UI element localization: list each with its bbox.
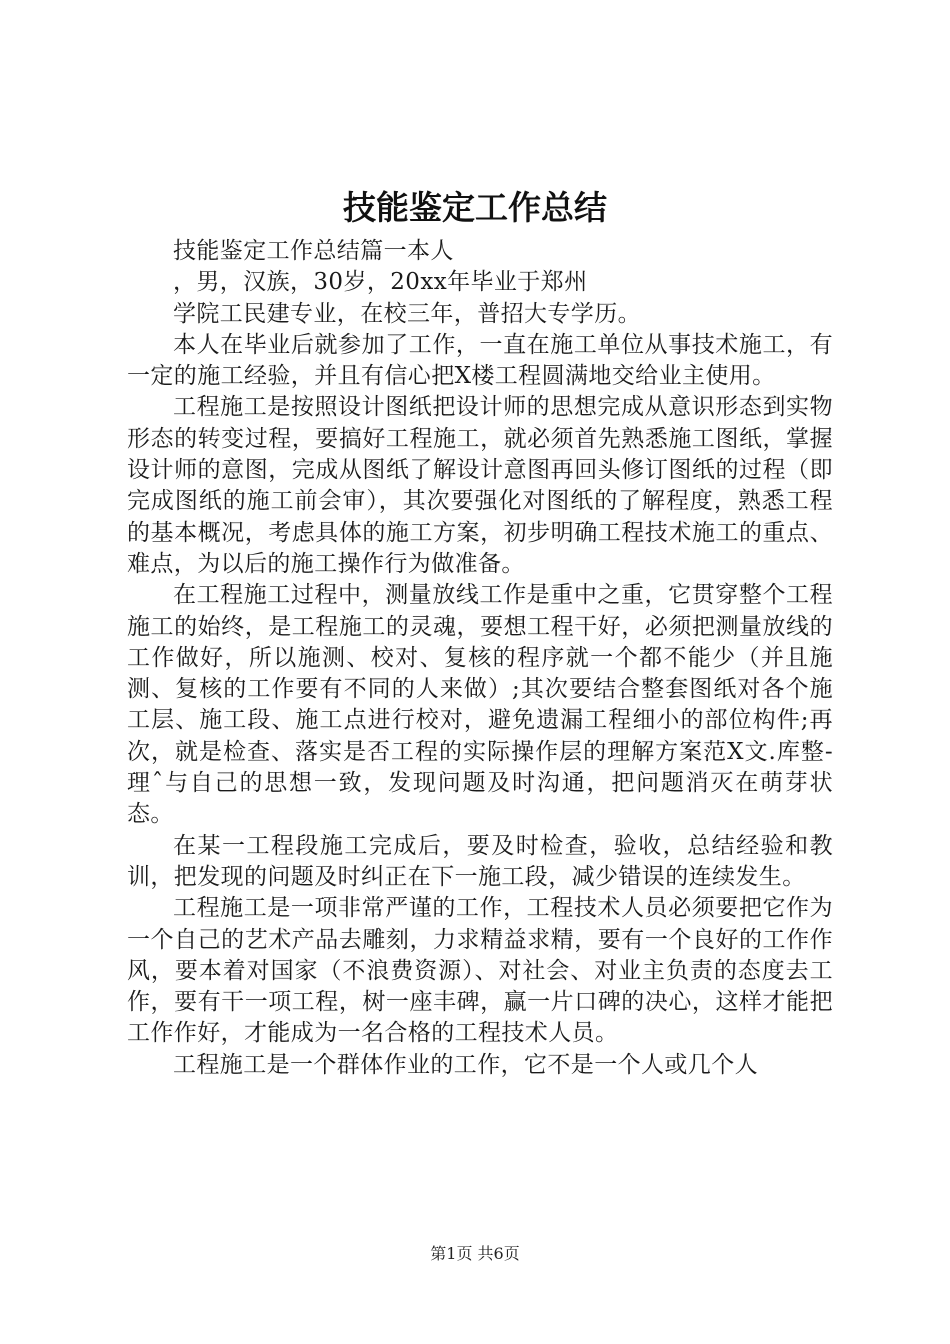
paragraph: 工程施工是一项非常严谨的工作，工程技术人员必须要把它作为一个自己的艺术产品去雕刻，力求精益求精，要有一个良好的工作作风，要本着对国家（不浪费资源）、对社会、对业主负责的态度去工作，要有干一项工程，树一座丰碑，赢一片口碑的决心，这样才能把工作作好，才能成为一名合格的工程技术人员。	[127, 895, 833, 1047]
paragraph: 在某一工程段施工完成后，要及时检查，验收，总结经验和教训，把发现的问题及时纠正在下一施工段，减少错误的连续发生。	[127, 832, 833, 890]
document-body	[127, 236, 833, 1081]
education-line: 学院工民建专业，在校三年，普招大专学历。	[173, 300, 641, 327]
page-footer: 第1页 共6页	[430, 1244, 520, 1263]
personal-info-line: ，男，汉族，30岁，20xx年毕业于郑州	[173, 269, 588, 296]
document-title: 技能鉴定工作总结	[343, 188, 607, 227]
paragraph: 工程施工是按照设计图纸把设计师的思想完成从意识形态到实物形态的转变过程，要搞好工程施工，就必须首先熟悉施工图纸，掌握设计师的意图，完成从图纸了解设计意图再回头修订图纸的过程（即完成图纸的施工前会审），其次要强化对图纸的了解程度，熟悉工程的基本概况，考虑具体的施工方案，初步明确工程技术施工的重点、难点，为以后的施工操作行为做准备。	[127, 394, 833, 577]
intro-line: 技能鉴定工作总结篇一本人	[173, 238, 454, 264]
paragraph: 在工程施工过程中，测量放线工作是重中之重，它贯穿整个工程施工的始终，是工程施工的灵魂，要想工程干好，必须把测量放线的工作做好，所以施测、校对、复核的程序就一个都不能少（并且施测、复核的工作要有不同的人来做）;其次要结合整套图纸对各个施工层、施工段、施工点进行校对，避免遗漏工程细小的部位构件;再次，就是检查、落实是否工程的实际操作层的理解方案范X文.库整-理ˆ与自己的思想一致，发现问题及时沟通，把问题消灭在萌芽状态。	[127, 582, 833, 828]
paragraph: 工程施工是一个群体作业的工作，它不是一个人或几个人	[173, 1051, 758, 1078]
paragraph: 本人在毕业后就参加了工作，一直在施工单位从事技术施工，有一定的施工经验，并且有信心把X楼工程圆满地交给业主使用。	[127, 331, 833, 390]
